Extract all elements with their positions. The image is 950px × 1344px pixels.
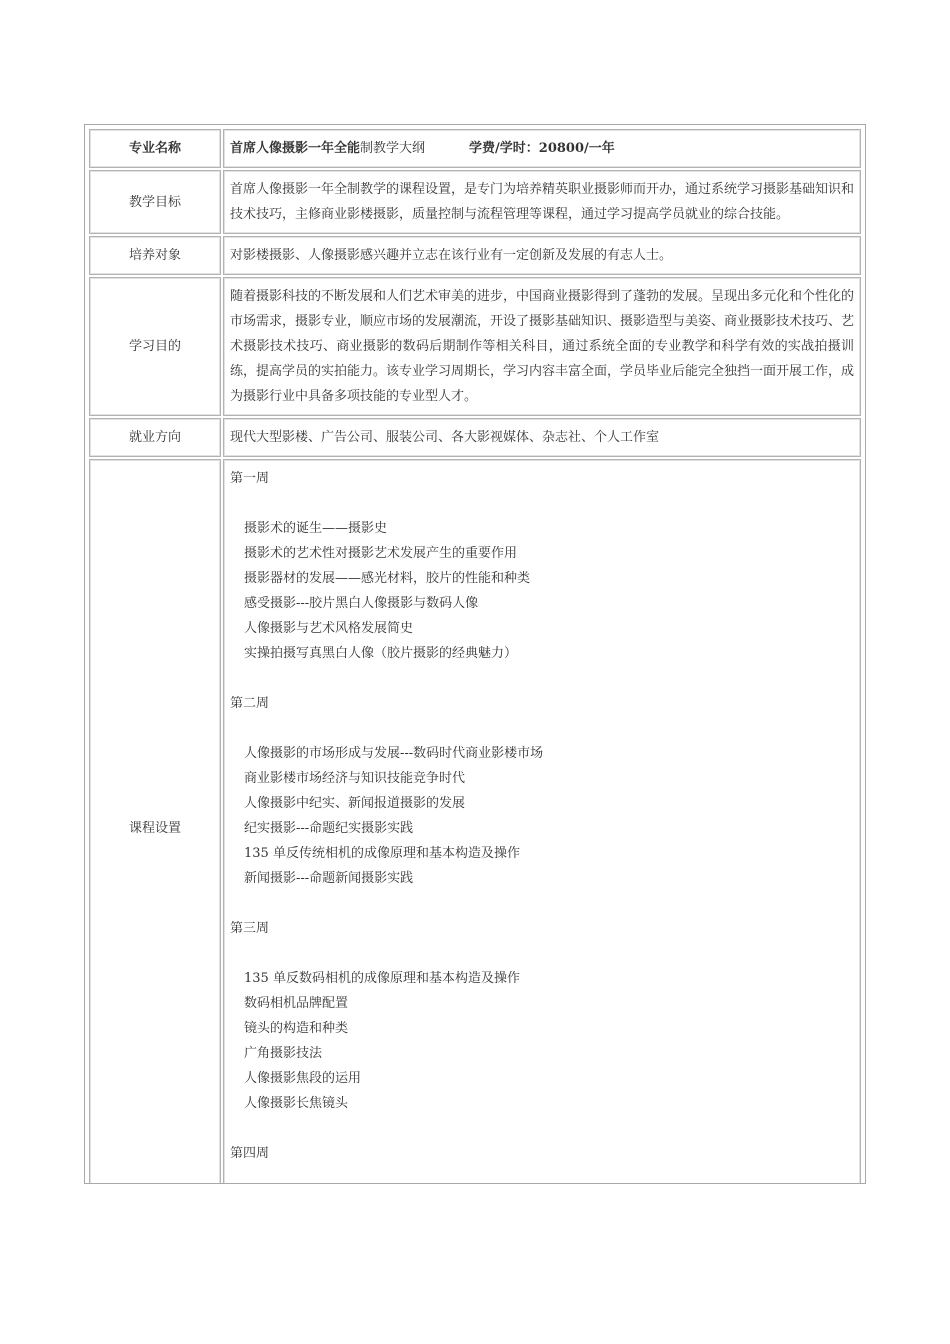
label-major-name: 专业名称: [89, 129, 221, 168]
list-item: 人像摄影的市场形成与发展---数码时代商业影楼市场: [244, 746, 544, 761]
table-row-courses: [89, 459, 861, 1184]
list-item: 135 单反数码相机的成像原理和基本构造及操作: [244, 971, 520, 986]
list-item: 广角摄影技法: [244, 1046, 323, 1061]
courses-cell: [223, 459, 861, 1184]
week-title: 第三周: [230, 921, 270, 936]
tuition-fee: 学费/学时：20800/一年: [469, 141, 615, 156]
syllabus-table: [87, 127, 863, 1184]
table-row-learning-purpose: [89, 277, 861, 416]
list-item: 纪实摄影---命题纪实摄影实践: [244, 821, 414, 836]
label-learning-purpose: 学习目的: [89, 277, 221, 416]
list-item: 人像摄影焦段的运用: [244, 1071, 362, 1086]
table-row-teaching-goal: [89, 170, 861, 234]
list-item: 新闻摄影---命题新闻摄影实践: [244, 871, 414, 886]
list-item: 人像摄影与艺术风格发展简史: [244, 621, 414, 636]
major-title-suffix: 制教学大纲: [360, 141, 426, 156]
label-courses: 课程设置: [89, 459, 221, 1184]
week-items: [230, 741, 854, 891]
list-item: 镜头的构造和种类: [244, 1021, 349, 1036]
week-title: 第一周: [230, 471, 270, 486]
major-title: 首席人像摄影一年全能: [230, 141, 361, 156]
syllabus-table-frame: [84, 124, 866, 1184]
list-item: 实操拍摄写真黑白人像（胶片摄影的经典魅力）: [244, 646, 518, 661]
week-block-3: [230, 916, 854, 1116]
list-item: 人像摄影中纪实、新闻报道摄影的发展: [244, 796, 466, 811]
table-row-career: [89, 418, 861, 457]
label-career: 就业方向: [89, 418, 221, 457]
list-item: 商业影楼市场经济与知识技能竞争时代: [244, 771, 466, 786]
table-row-major-name: [89, 129, 861, 168]
list-item: 135 单反传统相机的成像原理和基本构造及操作: [244, 846, 520, 861]
list-item: 数码相机品牌配置: [244, 996, 349, 1011]
label-target-audience: 培养对象: [89, 236, 221, 275]
week-title: 第二周: [230, 696, 270, 711]
week-items: [230, 516, 854, 666]
week-block-2: [230, 691, 854, 891]
list-item: 摄影术的艺术性对摄影艺术发展产生的重要作用: [244, 546, 518, 561]
list-item: 人像摄影长焦镜头: [244, 1096, 349, 1111]
major-title-cell: [223, 129, 861, 168]
week-block-4: [230, 1141, 854, 1166]
target-audience-text: 对影楼摄影、人像摄影感兴趣并立志在该行业有一定创新及发展的有志人士。: [223, 236, 861, 275]
table-row-target-audience: [89, 236, 861, 275]
week-items: [230, 966, 854, 1116]
teaching-goal-text: 首席人像摄影一年全制教学的课程设置，是专门为培养精英职业摄影师而开办，通过系统学习摄影基础知识和技术技巧，主修商业影楼摄影，质量控制与流程管理等课程，通过学习提高学员就业的综合技能。: [223, 170, 861, 234]
list-item: 感受摄影---胶片黑白人像摄影与数码人像: [244, 596, 479, 611]
career-text: 现代大型影楼、广告公司、服装公司、各大影视媒体、杂志社、个人工作室: [223, 418, 861, 457]
week-title: 第四周: [230, 1146, 270, 1161]
week-block-1: [230, 466, 854, 666]
list-item: 摄影术的诞生——摄影史: [244, 521, 388, 536]
list-item: 摄影器材的发展——感光材料，胶片的性能和种类: [244, 571, 531, 586]
label-teaching-goal: 教学目标: [89, 170, 221, 234]
learning-purpose-text: 随着摄影科技的不断发展和人们艺术审美的进步，中国商业摄影得到了蓬勃的发展。呈现出多元化和个性化的市场需求，摄影专业，顺应市场的发展潮流，开设了摄影基础知识、摄影造型与美姿、商业摄影技术技巧、艺术摄影技术技巧、商业摄影的数码后期制作等相关科目，通过系统全面的专业教学和科学有效的实战拍摄训练，提高学员的实拍能力。该专业学习周期长，学习内容丰富全面，学员毕业后能完全独挡一面开展工作，成为摄影行业中具备多项技能的专业型人才。: [223, 277, 861, 416]
